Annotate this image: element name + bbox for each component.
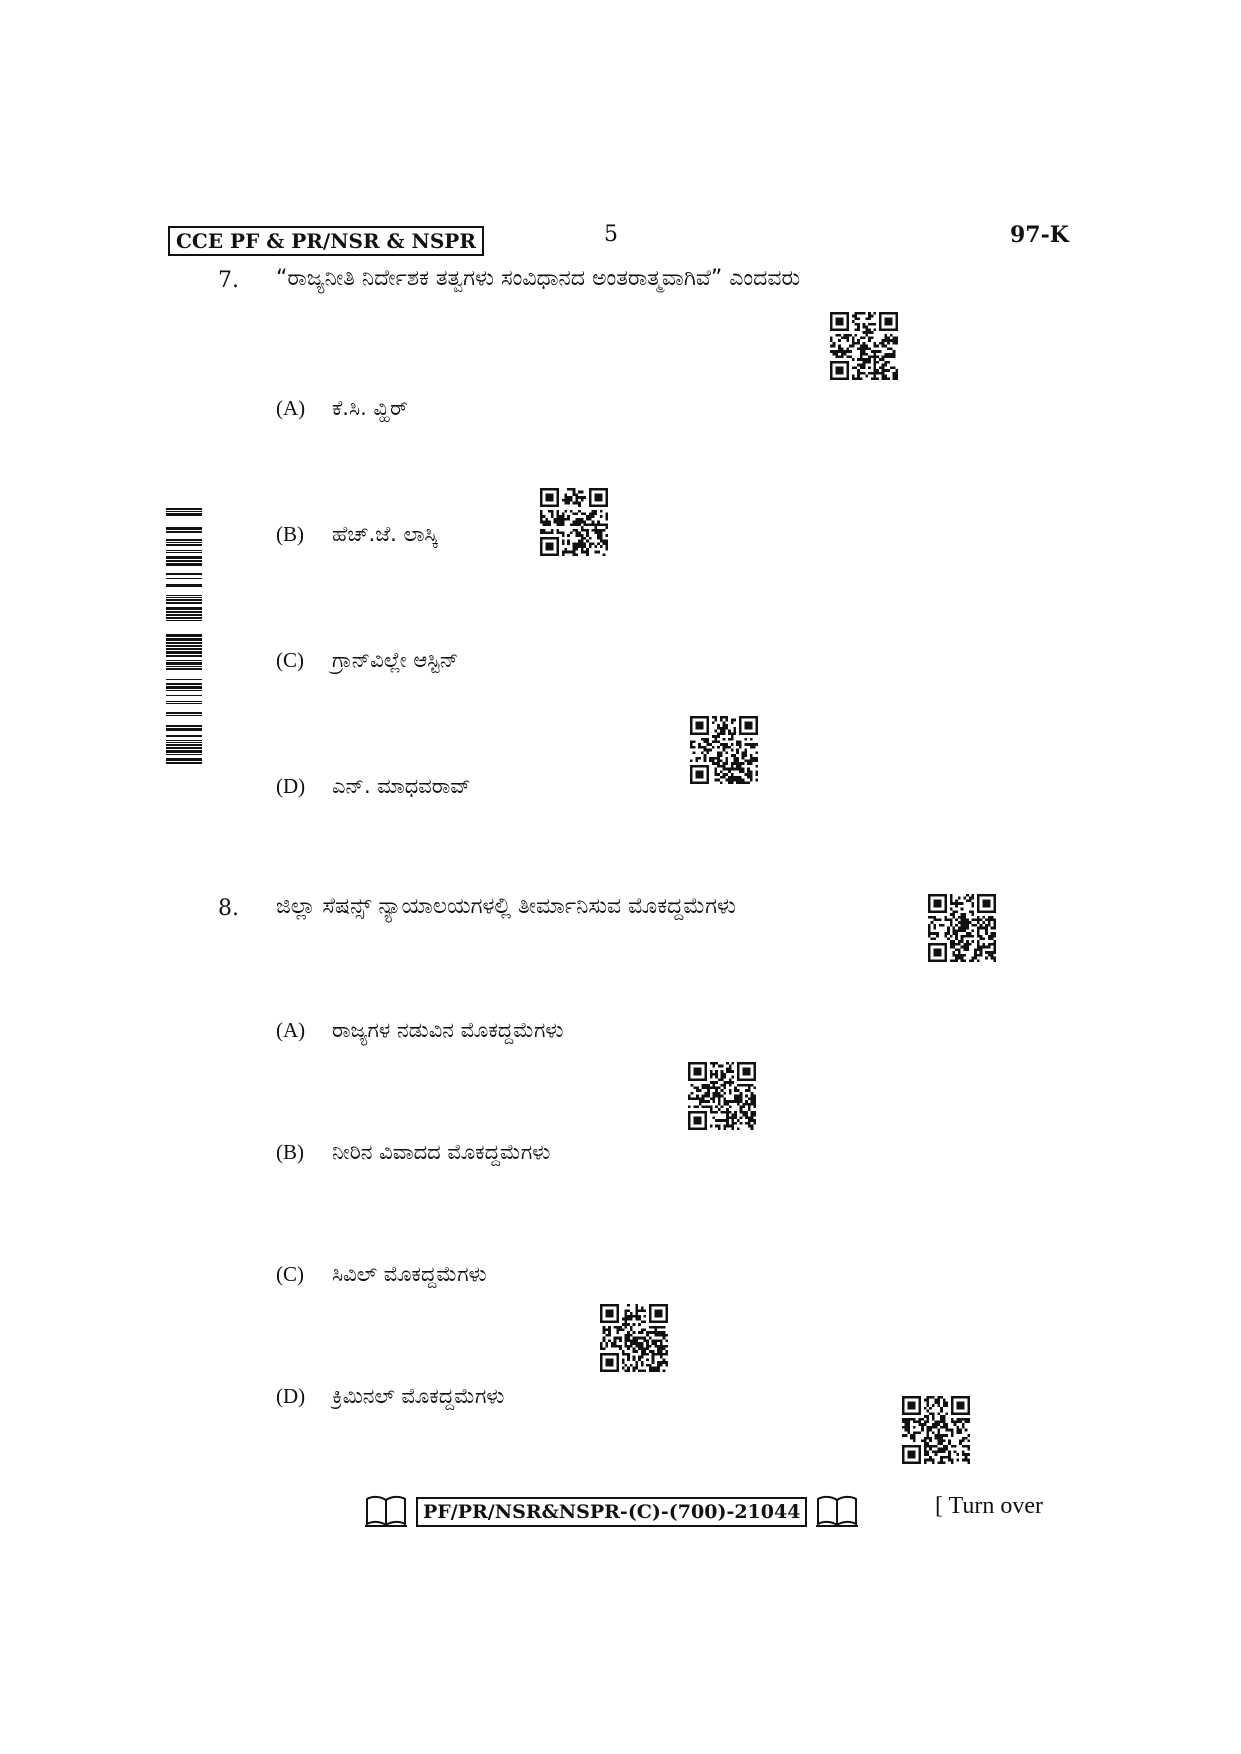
turn-over-label: [ Turn over	[935, 1493, 1044, 1519]
series-code-box: CCE PF & PR/NSR & NSPR	[168, 226, 484, 256]
qr-code-icon	[688, 1062, 756, 1130]
question-7-option-d	[276, 774, 471, 799]
footer-code-box: PF/PR/NSR&NSPR-(C)-(700)-21044	[416, 1497, 807, 1527]
open-book-icon	[364, 1494, 408, 1528]
qr-code-icon	[690, 716, 758, 784]
question-8-number: 8.	[218, 896, 239, 921]
question-7-option-c	[276, 648, 458, 673]
option-label: (D)	[276, 1384, 306, 1408]
question-8-option-a	[276, 1018, 564, 1043]
barcode-icon	[166, 508, 202, 764]
option-text: ಗ್ರಾನ್‌ವಿಲ್ಲೇ ಆಸ್ಟಿನ್	[332, 648, 459, 672]
option-label: (B)	[276, 522, 304, 546]
question-7-option-a	[276, 396, 408, 421]
qr-code-icon	[902, 1396, 970, 1464]
qr-code-icon	[540, 488, 608, 556]
question-7-number: 7.	[218, 268, 239, 293]
option-text: ನೀರಿನ ವಿವಾದದ ಮೊಕದ್ದಮೆಗಳು	[332, 1140, 551, 1164]
question-8-option-c	[276, 1262, 487, 1287]
question-7-option-b	[276, 522, 438, 547]
option-text: ಕೆ.ಸಿ. ವ್ಹಿರ್	[332, 396, 408, 420]
question-8-option-d	[276, 1384, 504, 1409]
page-number: 5	[604, 222, 618, 247]
option-text: ಕ್ರಿಮಿನಲ್ ಮೊಕದ್ದಮೆಗಳು	[332, 1384, 505, 1408]
open-book-icon	[815, 1494, 859, 1528]
question-8-text: ಜಿಲ್ಲಾ ಸೆಷನ್ಸ್ ನ್ಯಾಯಾಲಯಗಳಲ್ಲಿ ತೀರ್ಮಾನಿಸುವ ಮೊಕದ್ದಮೆಗಳು	[276, 894, 736, 919]
option-text: ಎನ್. ಮಾಧವರಾವ್	[332, 774, 471, 798]
option-label: (D)	[276, 774, 306, 798]
paper-code: 97-K	[1010, 222, 1069, 248]
option-label: (A)	[276, 1018, 306, 1042]
question-7-text: “ರಾಜ್ಯನೀತಿ ನಿರ್ದೇಶಕ ತತ್ವಗಳು ಸಂವಿಧಾನದ ಅಂತರಾತ್ಮವಾಗಿವೆ” ಎಂದವರು	[276, 266, 801, 291]
option-label: (B)	[276, 1140, 304, 1164]
qr-code-icon	[830, 312, 898, 380]
question-8-option-b	[276, 1140, 550, 1165]
option-label: (C)	[276, 648, 304, 672]
qr-code-icon	[928, 894, 996, 962]
option-text: ರಾಜ್ಯಗಳ ನಡುವಿನ ಮೊಕದ್ದಮೆಗಳು	[332, 1018, 564, 1042]
option-label: (C)	[276, 1262, 304, 1286]
option-text: ಸಿವಿಲ್ ಮೊಕದ್ದಮೆಗಳು	[332, 1262, 487, 1286]
option-text: ಹೆಚ್.ಜೆ. ಲಾಸ್ಕಿ	[332, 522, 438, 546]
qr-code-icon	[600, 1304, 668, 1372]
option-label: (A)	[276, 396, 306, 420]
